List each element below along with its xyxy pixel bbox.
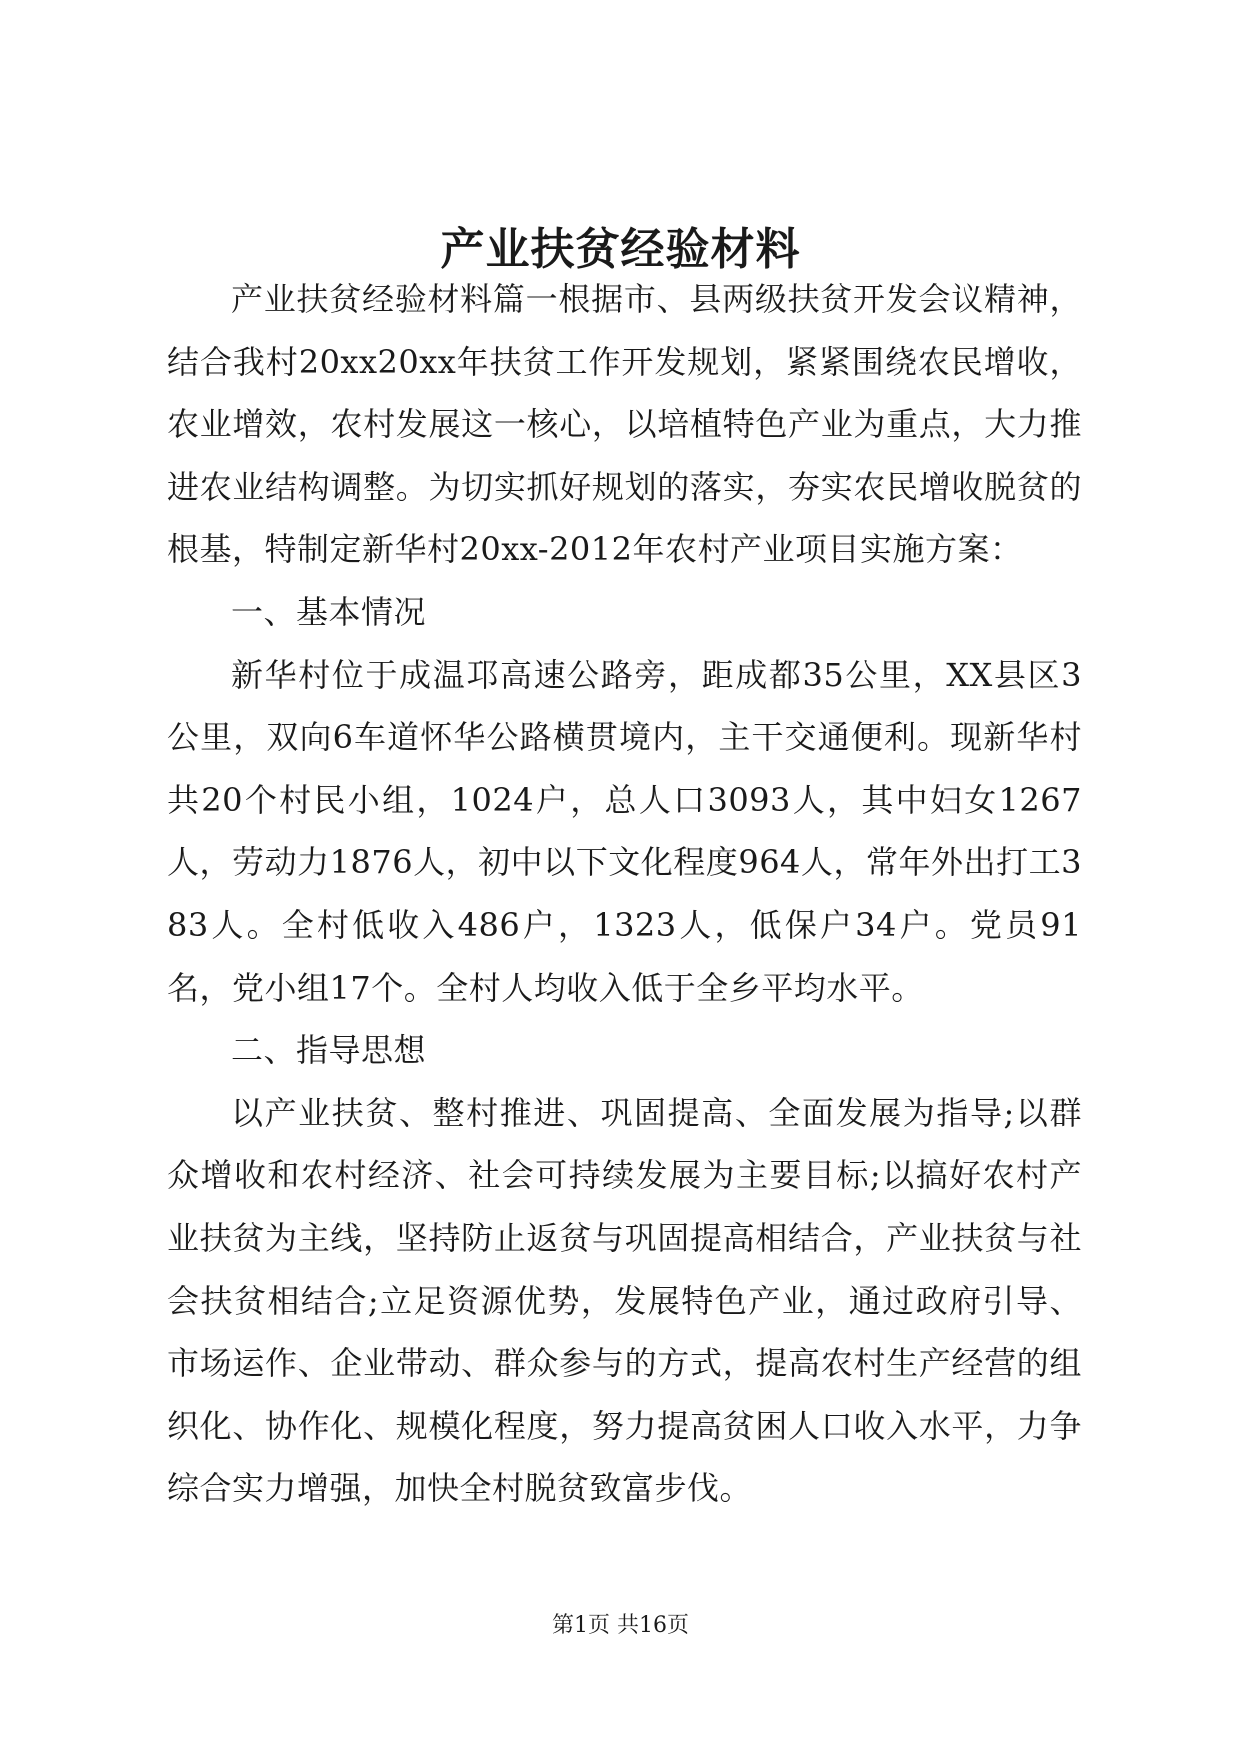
document-body xyxy=(167,268,1082,1520)
basic-situation-paragraph: 新华村位于成温邛高速公路旁，距成都35公里，XX县区3公里，双向6车道怀华公路横贯境内，主干交通便利。现新华村共20个村民小组，1024户，总人口3093人，其中妇女1267人，劳动力1876人，初中以下文化程度964人，常年外出打工383人。全村低收入486户，1323人，低保户34户。党员91名，党小组17个。全村人均收入低于全乡平均水平。 xyxy=(167,655,1082,1007)
section-heading-basic-situation: 一、基本情况 xyxy=(231,592,427,631)
intro-paragraph: 产业扶贫经验材料篇一根据市、县两级扶贫开发会议精神，结合我村20xx20xx年扶贫工作开发规划，紧紧围绕农民增收，农业增效，农村发展这一核心，以培植特色产业为重点，大力推进农业结构调整。为切实抓好规划的落实，夯实农民增收脱贫的根基，特制定新华村20xx-2012年农村产业项目实施方案： xyxy=(167,280,1082,569)
section-heading-guiding-ideology: 二、指导思想 xyxy=(231,1031,427,1070)
guiding-ideology-paragraph: 以产业扶贫、整村推进、巩固提高、全面发展为指导;以群众增收和农村经济、社会可持续发展为主要目标;以搞好农村产业扶贫为主线，坚持防止返贫与巩固提高相结合，产业扶贫与社会扶贫相结合;立足资源优势，发展特色产业，通过政府引导、市场运作、企业带动、群众参与的方式，提高农村生产经营的组织化、协作化、规模化程度，努力提高贫困人口收入水平，力争综合实力增强，加快全村脱贫致富步伐。 xyxy=(167,1093,1082,1508)
document-title: 产业扶贫经验材料 xyxy=(440,224,801,275)
page-number: 第1页 共16页 xyxy=(552,1613,689,1638)
